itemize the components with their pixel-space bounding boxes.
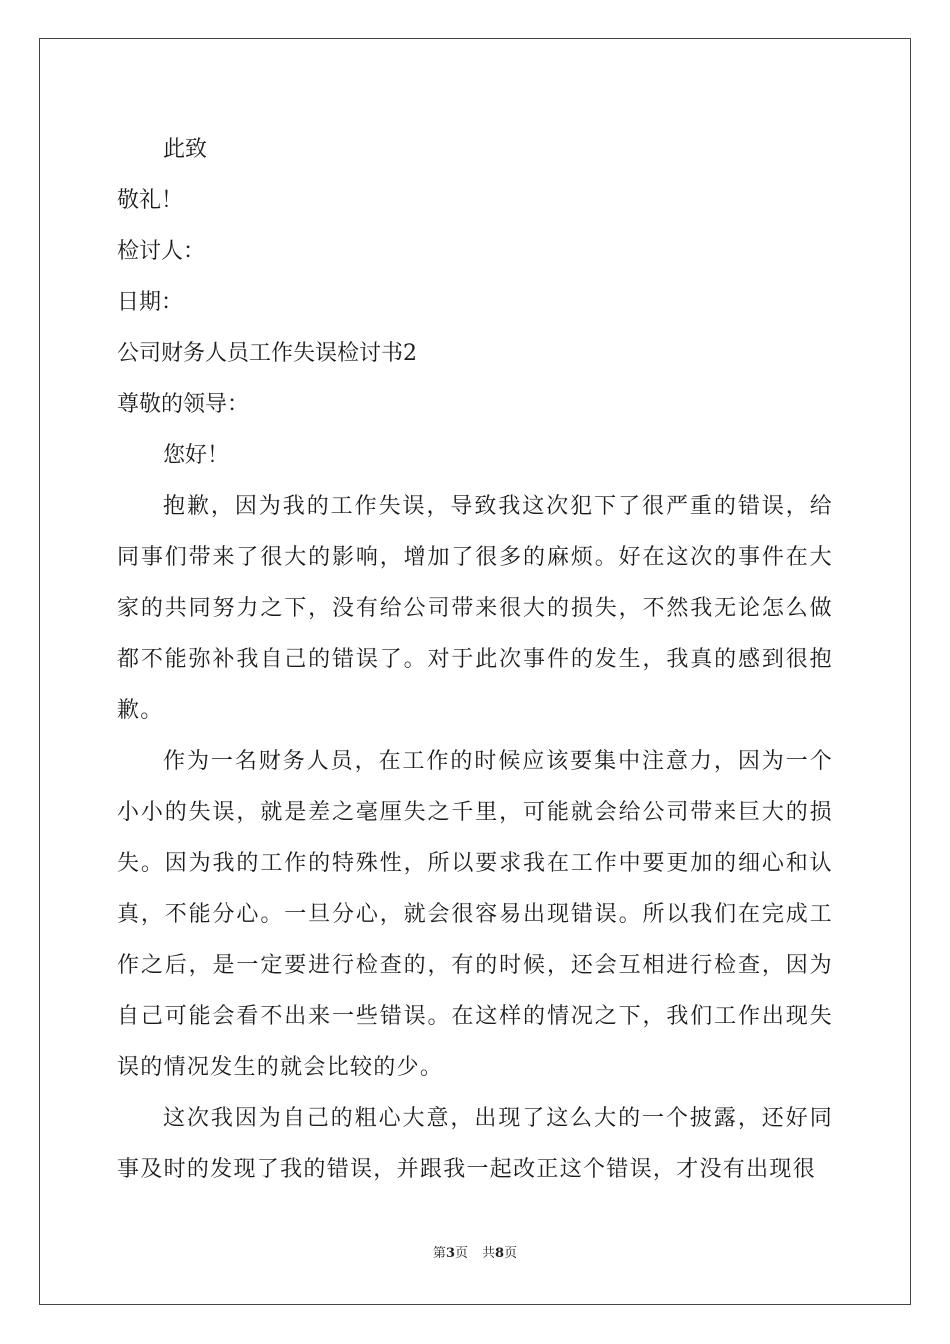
- page-footer: [0, 1245, 950, 1263]
- body-paragraph-2: 作为一名财务人员，在工作的时候应该要集中注意力，因为一个小小的失误，就是差之毫厘失之千里，可能就会给公司带来巨大的损失。因为我的工作的特殊性，所以要求我在工作中要更加的细心和认真，不能分心。一旦分心，就会很容易出现错误。所以我们在完成工作之后，是一定要进行检查的，有的时候，还会互相进行检查，因为自己可能会看不出来一些错误。在这样的情况之下，我们工作出现失误的情况发生的就会比较的少。: [117, 749, 833, 1080]
- total-pages: 8: [495, 1246, 505, 1261]
- page-suffix: 页: [454, 1246, 468, 1261]
- page-prefix: 第: [432, 1246, 446, 1261]
- document-body: [117, 124, 833, 1195]
- addressee: 尊敬的领导：: [117, 392, 250, 417]
- letter-closing: 此致: [163, 137, 208, 162]
- document-title: 公司财务人员工作失误检讨书2: [117, 341, 417, 366]
- signer-label: 检讨人：: [117, 239, 206, 264]
- total-suffix: 页: [504, 1246, 518, 1261]
- date-label: 日期：: [117, 290, 184, 315]
- total-prefix: 共: [482, 1246, 496, 1261]
- greeting: 您好！: [163, 443, 230, 468]
- body-paragraph-3: 这次我因为自己的粗心大意，出现了这么大的一个披露，还好同事及时的发现了我的错误，并跟我一起改正这个错误，才没有出现很: [117, 1106, 833, 1182]
- body-paragraph-1: 抱歉，因为我的工作失误，导致我这次犯下了很严重的错误，给同事们带来了很大的影响，增加了很多的麻烦。好在这次的事件在大家的共同努力之下，没有给公司带来很大的损失，不然我无论怎么做都不能弥补我自己的错误了。对于此次事件的发生，我真的感到很抱歉。: [117, 494, 833, 723]
- page-number: 3: [445, 1246, 455, 1261]
- letter-salute: 敬礼！: [117, 188, 184, 213]
